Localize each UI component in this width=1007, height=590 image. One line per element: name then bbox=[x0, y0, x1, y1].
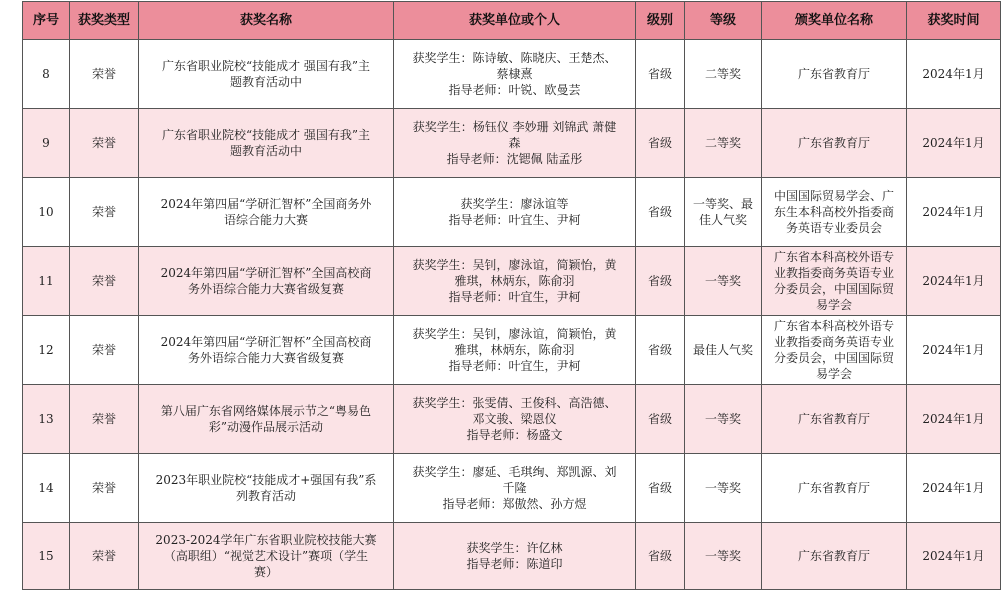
winners-line: 指导老师：郑傲然、孙方煜 bbox=[442, 497, 587, 511]
cell-level: 省级 bbox=[636, 40, 685, 109]
cell-level: 省级 bbox=[636, 247, 685, 316]
grade-line: 一等奖 bbox=[704, 549, 741, 563]
header-level: 级别 bbox=[636, 2, 685, 40]
cell-winners bbox=[394, 109, 636, 178]
winners-line: 获奖学生：吴钊，廖泳谊，简颖怡，黄 bbox=[412, 327, 617, 341]
grade-line: 佳人气奖 bbox=[698, 213, 747, 227]
cell-grade bbox=[685, 385, 762, 454]
award-name-line: 务外语综合能力大赛省级复赛 bbox=[187, 282, 344, 296]
cell-date: 2024年1月 bbox=[907, 40, 1001, 109]
cell-winners bbox=[394, 454, 636, 523]
issuer-line: 分委员会，中国国际贸 bbox=[773, 282, 894, 296]
award-name-line: 赛） bbox=[253, 565, 278, 579]
grade-line: 一等奖 bbox=[704, 412, 741, 426]
winners-line: 获奖学生：张雯倩、王俊科、高浩德、 bbox=[412, 396, 617, 410]
cell-award-name bbox=[139, 454, 394, 523]
cell-grade bbox=[685, 247, 762, 316]
cell-winners bbox=[394, 178, 636, 247]
cell-no: 9 bbox=[23, 109, 70, 178]
cell-date: 2024年1月 bbox=[907, 316, 1001, 385]
cell-grade bbox=[685, 109, 762, 178]
cell-type: 荣誉 bbox=[70, 523, 139, 590]
cell-award-name bbox=[139, 178, 394, 247]
winners-line: 获奖学生：廖延、毛琪绚、郑凯源、刘 bbox=[412, 465, 617, 479]
cell-award-name bbox=[139, 316, 394, 385]
winners-line: 获奖学生：杨钰仪 李妙珊 刘锦武 萧健 bbox=[412, 120, 617, 134]
winners-line: 指导老师：叶宜生、尹柯 bbox=[448, 213, 581, 227]
winners-line: 指导老师：叶宜生，尹柯 bbox=[448, 359, 581, 373]
table-row bbox=[23, 178, 1001, 247]
cell-grade bbox=[685, 178, 762, 247]
grade-line: 二等奖 bbox=[704, 136, 741, 150]
header-grade: 等级 bbox=[685, 2, 762, 40]
issuer-line: 广东省教育厅 bbox=[797, 549, 870, 563]
issuer-line: 业教指委商务英语专业 bbox=[773, 266, 894, 280]
award-name-line: 广东省职业院校“技能成才 强国有我”主 bbox=[161, 128, 371, 142]
award-name-line: 语综合能力大赛 bbox=[223, 213, 308, 227]
winners-line: 指导老师：叶宜生，尹柯 bbox=[448, 290, 581, 304]
cell-date: 2024年1月 bbox=[907, 385, 1001, 454]
issuer-line: 广东省本科高校外语专 bbox=[773, 250, 894, 264]
cell-issuer bbox=[762, 109, 907, 178]
table-row bbox=[23, 109, 1001, 178]
award-name-line: 2023年职业院校“技能成才+强国有我”系 bbox=[155, 473, 377, 487]
table-row bbox=[23, 316, 1001, 385]
winners-line: 指导老师：杨盛文 bbox=[466, 428, 563, 442]
table-row bbox=[23, 523, 1001, 590]
header-type: 获奖类型 bbox=[70, 2, 139, 40]
header-no: 序号 bbox=[23, 2, 70, 40]
cell-grade bbox=[685, 454, 762, 523]
winners-line: 森 bbox=[508, 136, 521, 150]
cell-award-name bbox=[139, 247, 394, 316]
cell-date: 2024年1月 bbox=[907, 454, 1001, 523]
cell-type: 荣誉 bbox=[70, 247, 139, 316]
cell-level: 省级 bbox=[636, 454, 685, 523]
winners-line: 雅琪，林炳东，陈俞羽 bbox=[454, 274, 575, 288]
header-row bbox=[23, 2, 1001, 40]
cell-grade bbox=[685, 523, 762, 590]
issuer-line: 易学会 bbox=[815, 298, 852, 312]
award-name-line: 2024年第四届“学研汇智杯”全国高校商 bbox=[160, 335, 372, 349]
cell-level: 省级 bbox=[636, 316, 685, 385]
cell-award-name bbox=[139, 523, 394, 590]
issuer-line: 易学会 bbox=[815, 367, 852, 381]
cell-no: 13 bbox=[23, 385, 70, 454]
cell-issuer bbox=[762, 247, 907, 316]
cell-issuer bbox=[762, 385, 907, 454]
cell-winners bbox=[394, 247, 636, 316]
award-name-line: 题教育活动中 bbox=[229, 144, 302, 158]
issuer-line: 广东省本科高校外语专 bbox=[773, 319, 894, 333]
cell-grade bbox=[685, 316, 762, 385]
issuer-line: 广东省教育厅 bbox=[797, 67, 870, 81]
cell-type: 荣誉 bbox=[70, 178, 139, 247]
award-name-line: （高职组）“视觉艺术设计”赛项（学生 bbox=[163, 549, 369, 563]
issuer-line: 分委员会，中国国际贸 bbox=[773, 351, 894, 365]
winners-line: 获奖学生：吴钊，廖泳谊，简颖怡，黄 bbox=[412, 258, 617, 272]
cell-date: 2024年1月 bbox=[907, 247, 1001, 316]
cell-no: 14 bbox=[23, 454, 70, 523]
cell-winners bbox=[394, 316, 636, 385]
grade-line: 最佳人气奖 bbox=[692, 343, 753, 357]
cell-winners bbox=[394, 385, 636, 454]
cell-award-name bbox=[139, 40, 394, 109]
header-winners: 获奖单位或个人 bbox=[394, 2, 636, 40]
award-name-line: 2024年第四届“学研汇智杯”全国高校商 bbox=[160, 266, 372, 280]
cell-level: 省级 bbox=[636, 109, 685, 178]
awards-table bbox=[22, 1, 1001, 590]
cell-no: 10 bbox=[23, 178, 70, 247]
issuer-line: 东生本科高校外指委商 bbox=[773, 205, 894, 219]
cell-level: 省级 bbox=[636, 385, 685, 454]
header-date: 获奖时间 bbox=[907, 2, 1001, 40]
table-row bbox=[23, 40, 1001, 109]
award-name-line: 彩”动漫作品展示活动 bbox=[208, 420, 324, 434]
winners-line: 蔡棣熹 bbox=[496, 67, 533, 81]
cell-issuer bbox=[762, 40, 907, 109]
cell-no: 15 bbox=[23, 523, 70, 590]
cell-winners bbox=[394, 40, 636, 109]
grade-line: 二等奖 bbox=[704, 67, 741, 81]
award-name-line: 务外语综合能力大赛省级复赛 bbox=[187, 351, 344, 365]
grade-line: 一等奖、最 bbox=[692, 197, 753, 211]
header-issuer: 颁奖单位名称 bbox=[762, 2, 907, 40]
cell-award-name bbox=[139, 109, 394, 178]
grade-line: 一等奖 bbox=[704, 481, 741, 495]
award-name-line: 广东省职业院校“技能成才 强国有我”主 bbox=[161, 59, 371, 73]
cell-date: 2024年1月 bbox=[907, 109, 1001, 178]
cell-level: 省级 bbox=[636, 523, 685, 590]
cell-issuer bbox=[762, 316, 907, 385]
cell-no: 8 bbox=[23, 40, 70, 109]
award-name-line: 2024年第四届“学研汇智杯”全国商务外 bbox=[160, 197, 372, 211]
grade-line: 一等奖 bbox=[704, 274, 741, 288]
winners-line: 千隆 bbox=[502, 481, 527, 495]
winners-line: 获奖学生：许亿林 bbox=[466, 541, 563, 555]
issuer-line: 中国国际贸易学会、广 bbox=[773, 189, 894, 203]
table-row bbox=[23, 454, 1001, 523]
cell-issuer bbox=[762, 523, 907, 590]
cell-grade bbox=[685, 40, 762, 109]
award-name-line: 题教育活动中 bbox=[229, 75, 302, 89]
issuer-line: 业教指委商务英语专业 bbox=[773, 335, 894, 349]
table-row bbox=[23, 385, 1001, 454]
winners-line: 指导老师：沈锶佩 陆孟彤 bbox=[446, 152, 583, 166]
issuer-line: 广东省教育厅 bbox=[797, 412, 870, 426]
winners-line: 雅琪，林炳东，陈俞羽 bbox=[454, 343, 575, 357]
cell-type: 荣誉 bbox=[70, 454, 139, 523]
winners-line: 指导老师：陈道印 bbox=[466, 557, 563, 571]
issuer-line: 务英语专业委员会 bbox=[785, 221, 882, 235]
winners-line: 获奖学生：陈诗敏、陈晓庆、王楚杰、 bbox=[412, 51, 617, 65]
winners-line: 获奖学生：廖泳谊等 bbox=[460, 197, 569, 211]
cell-no: 11 bbox=[23, 247, 70, 316]
issuer-line: 广东省教育厅 bbox=[797, 481, 870, 495]
table-row bbox=[23, 247, 1001, 316]
cell-issuer bbox=[762, 454, 907, 523]
cell-no: 12 bbox=[23, 316, 70, 385]
cell-winners bbox=[394, 523, 636, 590]
cell-type: 荣誉 bbox=[70, 316, 139, 385]
winners-line: 指导老师：叶锐、欧曼芸 bbox=[448, 83, 581, 97]
cell-level: 省级 bbox=[636, 178, 685, 247]
header-name: 获奖名称 bbox=[139, 2, 394, 40]
cell-type: 荣誉 bbox=[70, 109, 139, 178]
cell-issuer bbox=[762, 178, 907, 247]
winners-line: 邓文骏、梁恩仪 bbox=[472, 412, 557, 426]
cell-type: 荣誉 bbox=[70, 40, 139, 109]
award-name-line: 2023-2024学年广东省职业院校技能大赛 bbox=[155, 533, 377, 547]
cell-type: 荣誉 bbox=[70, 385, 139, 454]
award-name-line: 第八届广东省网络媒体展示节之“粤易色 bbox=[160, 404, 372, 418]
cell-date: 2024年1月 bbox=[907, 178, 1001, 247]
issuer-line: 广东省教育厅 bbox=[797, 136, 870, 150]
award-name-line: 列教育活动 bbox=[235, 489, 296, 503]
cell-award-name bbox=[139, 385, 394, 454]
cell-date: 2024年1月 bbox=[907, 523, 1001, 590]
